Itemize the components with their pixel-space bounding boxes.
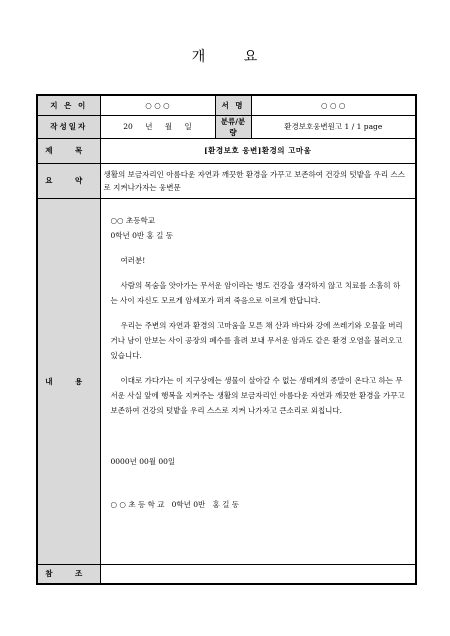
page-title: [0, 46, 450, 66]
signature-value: ○ ○ ○: [251, 95, 416, 115]
author-value: ○ ○ ○: [100, 95, 215, 115]
content-greeting: 여러분!: [120, 255, 146, 265]
category-value: 환경보호웅변원고 1 / 1 page: [251, 115, 416, 138]
content-class-name: 0학년 0반 홍 길 동: [110, 230, 174, 240]
content-paragraph-1: 사람의 목숨을 앗아가는 무서운 암이라는 병도 건강을 생각하지 않고 치료를 소홀히 하는 사이 자신도 모르게 암세포가 퍼져 죽음으로 이르게 한답니다.: [110, 280, 401, 305]
reference-label: 참 조: [37, 564, 100, 584]
date-row: [37, 115, 416, 138]
content-paragraph-3: 이대로 가다가는 이 지구상에는 생물이 살아갈 수 없는 생태계의 종말이 온다고 하는 무서운 사실 앞에 행복을 지켜주는 생활의 보금자리인 아름다운 자연과 깨끗한 환경을 가꾸고 보존하여 건강의 텃밭을 우리 스스로 지켜 나가자고 큰소리로 외칩니다.: [110, 375, 405, 415]
subject-value: [환경보호 웅변]환경의 고마움: [100, 138, 416, 163]
reference-row: [37, 564, 416, 584]
content-school: ○○ 초등학교: [110, 215, 155, 225]
content-date-line: 0000년 00월 00일: [110, 456, 176, 466]
author-label: 지 은 이: [37, 95, 100, 115]
content-row: [37, 198, 416, 564]
summary-label: 요 약: [37, 163, 100, 198]
summary-value: 생활의 보금자리인 아름다운 자연과 깨끗한 환경을 가꾸고 보존하여 건강의 텃밭을 우리 스스로 지켜나가자는 웅변문: [100, 163, 416, 198]
page-title-char-1: 개: [191, 49, 207, 65]
date-label: 작성일자: [37, 115, 100, 138]
content-label: 내 용: [37, 198, 100, 564]
content-body: [100, 198, 416, 564]
reference-value: [100, 564, 416, 584]
author-row: [37, 95, 416, 115]
date-value: 20 년 월 일: [100, 115, 215, 138]
signature-label: 서 명: [215, 95, 251, 115]
page-title-char-2: 요: [243, 49, 259, 65]
document-form-table: [36, 94, 417, 585]
subject-label: 제 목: [37, 138, 100, 163]
content-paragraph-2: 우리는 주변의 자연과 환경의 고마움을 모른 채 산과 바다와 강에 쓰레기와 오물을 버리거나 남이 안보는 사이 공장의 폐수를 흘려 보내 무서운 암과도 같은 환경 오염을 불러오고 있습니다.: [110, 320, 403, 360]
summary-row: [37, 163, 416, 198]
category-label: 분류/분량: [215, 115, 251, 138]
subject-row: [37, 138, 416, 163]
content-signature-line: ○ ○ 초 등 학 교 0학년 0반 홍 길 동: [110, 499, 239, 509]
